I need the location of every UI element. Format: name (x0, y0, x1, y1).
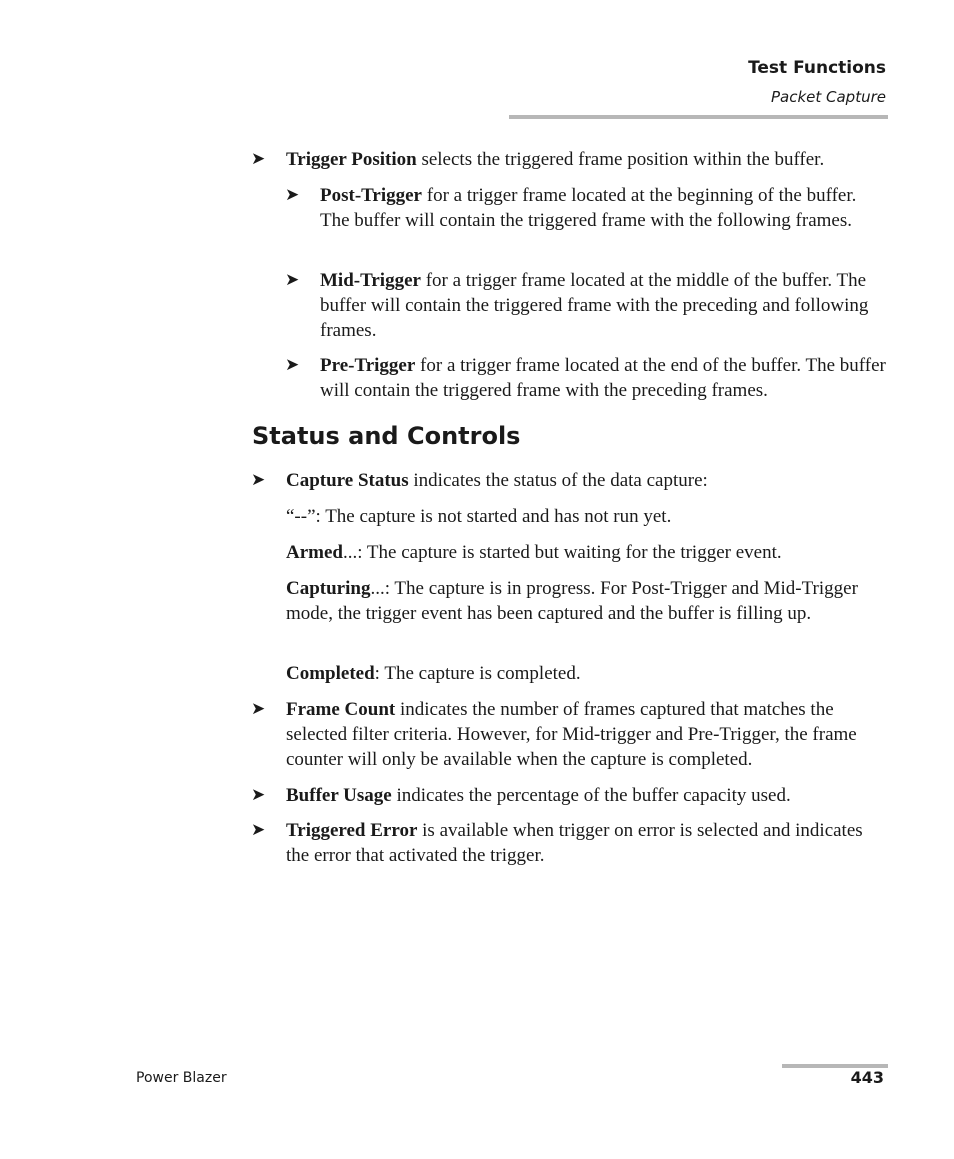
term-mid-trigger: Mid-Trigger (320, 270, 421, 291)
page-number: 443 (850, 1068, 884, 1087)
text-armed: ...: The capture is started but waiting for the trigger event. (342, 542, 782, 563)
header-title: Test Functions (748, 58, 886, 78)
text-capturing: ...: The capture is in progress. For Post-Trigger and Mid-Trigger mode, the trigger event has been captured and the buffer is filling up. (286, 578, 858, 624)
term-post-trigger: Post-Trigger (320, 185, 422, 206)
term-frame-count: Frame Count (286, 699, 396, 720)
text-buffer-usage: indicates the percentage of the buffer capacity used. (391, 785, 791, 806)
bullet-arrow-icon: ➤ (251, 785, 266, 805)
list-item-pre-trigger (285, 353, 886, 403)
footer-product-name: Power Blazer (136, 1070, 227, 1086)
text-trigger-position: selects the triggered frame position within the buffer. (416, 149, 825, 170)
list-item-post-trigger (285, 183, 886, 233)
bullet-arrow-icon: ➤ (251, 699, 266, 719)
status-completed (286, 661, 886, 686)
term-triggered-error: Triggered Error (286, 820, 418, 841)
list-item-buffer-usage (251, 783, 886, 808)
list-item-mid-trigger (285, 268, 886, 343)
bullet-arrow-icon: ➤ (251, 470, 266, 490)
status-not-started (286, 504, 886, 529)
text-status-not-started: “--”: The capture is not started and has not run yet. (286, 506, 672, 527)
header-rule (509, 115, 888, 119)
text-capture-status: indicates the status of the data capture: (408, 470, 708, 491)
header-subtitle: Packet Capture (770, 88, 886, 106)
status-capturing (286, 576, 886, 626)
list-item-trigger-position (251, 147, 886, 172)
list-item-capture-status (251, 468, 886, 493)
term-completed: Completed (286, 663, 375, 684)
text-mid-trigger: for a trigger frame located at the middle of the buffer. The buffer will contain the triggered frame with the preceding and following frames. (320, 270, 869, 341)
text-triggered-error: is available when trigger on error is selected and indicates the error that activated the trigger. (286, 820, 863, 866)
term-buffer-usage: Buffer Usage (286, 785, 392, 806)
text-post-trigger: for a trigger frame located at the beginning of the buffer. The buffer will contain the triggered frame with the following frames. (320, 185, 857, 231)
text-frame-count: indicates the number of frames captured that matches the selected filter criteria. However, for Mid-trigger and Pre-Trigger, the frame counter will only be available when the capture is completed. (286, 699, 857, 770)
term-capturing: Capturing (286, 578, 371, 599)
list-item-frame-count (251, 697, 886, 772)
term-trigger-position: Trigger Position (286, 149, 417, 170)
term-capture-status: Capture Status (286, 470, 409, 491)
term-pre-trigger: Pre-Trigger (320, 355, 416, 376)
bullet-arrow-icon: ➤ (251, 149, 266, 169)
list-item-triggered-error (251, 818, 886, 868)
section-heading: Status and Controls (252, 422, 521, 450)
term-armed: Armed (286, 542, 343, 563)
bullet-arrow-icon: ➤ (285, 185, 300, 205)
bullet-arrow-icon: ➤ (285, 270, 300, 290)
text-pre-trigger: for a trigger frame located at the end of the buffer. The buffer will contain the triggered frame with the preceding frames. (320, 355, 886, 401)
status-armed (286, 540, 886, 565)
text-completed: : The capture is completed. (374, 663, 581, 684)
bullet-arrow-icon: ➤ (285, 355, 300, 375)
bullet-arrow-icon: ➤ (251, 820, 266, 840)
